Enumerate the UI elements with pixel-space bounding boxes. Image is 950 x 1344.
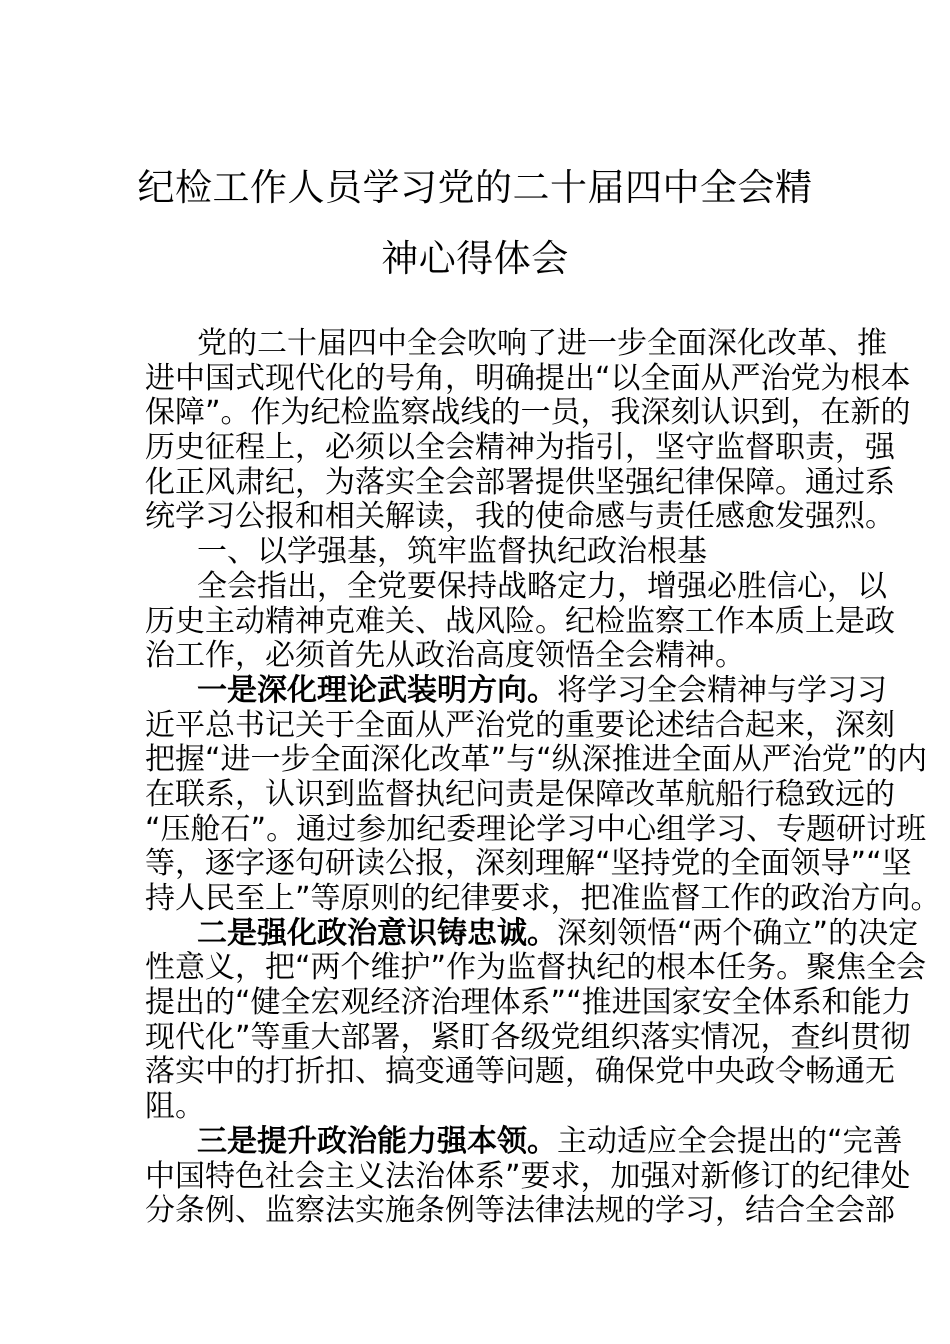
text-line: [145, 430, 895, 466]
line-text: 深刻领悟“两个确立”的决定: [557, 915, 919, 951]
text-line: [145, 742, 928, 778]
paragraph: [145, 1123, 911, 1229]
text-line: [145, 603, 895, 640]
line-text: 统学习公报和相关解读，我的使命感与责任感愈发强烈。: [145, 499, 895, 535]
bold-lead-text: 二是强化政治意识铸忠诚。: [197, 915, 557, 951]
text-line: [145, 360, 911, 397]
line-text: 性意义，把“两个维护”作为监督执纪的根本任务。聚焦全会: [145, 950, 927, 986]
line-text: 将学习全会精神与学习习: [557, 672, 887, 708]
line-text: 治工作，必须首先从政治高度领悟全会精神。: [145, 638, 745, 674]
text-line: [145, 326, 887, 362]
text-line: [145, 672, 887, 709]
paragraph: [145, 326, 911, 535]
line-text: “压舱石”。通过参加纪委理论学习中心组学习、专题研讨班: [145, 811, 927, 847]
text-line: [145, 1123, 903, 1160]
line-text: 等，逐字逐句研读公报，深刻理解“坚持党的全面领导”“坚: [145, 846, 912, 882]
line-text: 历史主动精神克难关、战风险。纪检监察工作本质上是政: [145, 603, 895, 639]
text-line: [145, 1193, 895, 1229]
text-line: [145, 1158, 911, 1195]
line-text: 近平总书记关于全面从严治党的重要论述结合起来，深刻: [145, 707, 895, 743]
text-line: [145, 707, 895, 744]
line-text: 党的二十届四中全会吹响了进一步全面深化改革、推: [197, 326, 887, 361]
line-text: 阻。: [145, 1089, 205, 1125]
line-text: 一、以学强基，筑牢监督执纪政治根基: [197, 534, 707, 570]
text-line: [145, 568, 887, 605]
text-line: [145, 985, 912, 1021]
text-line: [145, 811, 927, 848]
section-heading: [145, 535, 807, 570]
line-text: 中国特色社会主义法治体系”要求，加强对新修订的纪律处: [145, 1158, 911, 1194]
bold-lead-text: 三是提升政治能力强本领。: [197, 1123, 557, 1159]
line-text: 化正风肃纪，为落实全会部署提供坚强纪律保障。通过系: [145, 464, 895, 500]
line-text: 持人民至上”等原则的纪律要求，把准监督工作的政治方向。: [145, 881, 941, 916]
line-text: 进中国式现代化的号角，明确提出“以全面从严治党为根本: [145, 360, 911, 396]
text-line: [145, 1019, 911, 1056]
text-line: [145, 535, 807, 570]
line-text: 全会指出，全党要保持战略定力，增强必胜信心，以: [197, 568, 887, 604]
text-line: [145, 881, 941, 917]
text-line: [145, 776, 895, 813]
line-text: 把握“进一步全面深化改革”与“纵深推进全面从严治党”的内: [145, 742, 928, 778]
document-body: [145, 326, 941, 1229]
title-line-1: 纪检工作人员学习党的二十届四中全会精: [137, 166, 813, 209]
line-text: 在联系，认识到监督执纪问责是保障改革航船行稳致远的: [145, 776, 895, 812]
text-line: [145, 639, 807, 674]
title-line-2: 神心得体会: [381, 237, 569, 280]
text-line: [145, 1090, 807, 1125]
text-line: [145, 1054, 895, 1090]
bold-lead-text: 一是深化理论武装明方向。: [197, 672, 557, 708]
text-line: [145, 950, 927, 986]
paragraph: [145, 568, 895, 674]
line-text: 主动适应全会提出的“完善: [557, 1123, 903, 1159]
text-line: [145, 464, 895, 501]
line-text: 现代化”等重大部署，紧盯各级党组织落实情况，查纠贯彻: [145, 1019, 911, 1055]
line-text: 分条例、监察法实施条例等法律法规的学习，结合全会部: [145, 1193, 895, 1229]
paragraph: [145, 915, 927, 1125]
text-line: [145, 915, 919, 952]
document-title: [0, 152, 950, 294]
line-text: 保障”。作为纪检监察战线的一员，我深刻认识到，在新的: [145, 395, 911, 431]
paragraph: [145, 672, 941, 917]
line-text: 提出的“健全宏观经济治理体系”“推进国家安全体系和能力: [145, 985, 912, 1021]
text-line: [145, 395, 911, 431]
line-text: 落实中的打折扣、搞变通等问题，确保党中央政令畅通无: [145, 1054, 895, 1090]
text-line: [145, 499, 895, 535]
line-text: 历史征程上，必须以全会精神为指引，坚守监督职责，强: [145, 430, 895, 466]
text-line: [145, 846, 912, 882]
